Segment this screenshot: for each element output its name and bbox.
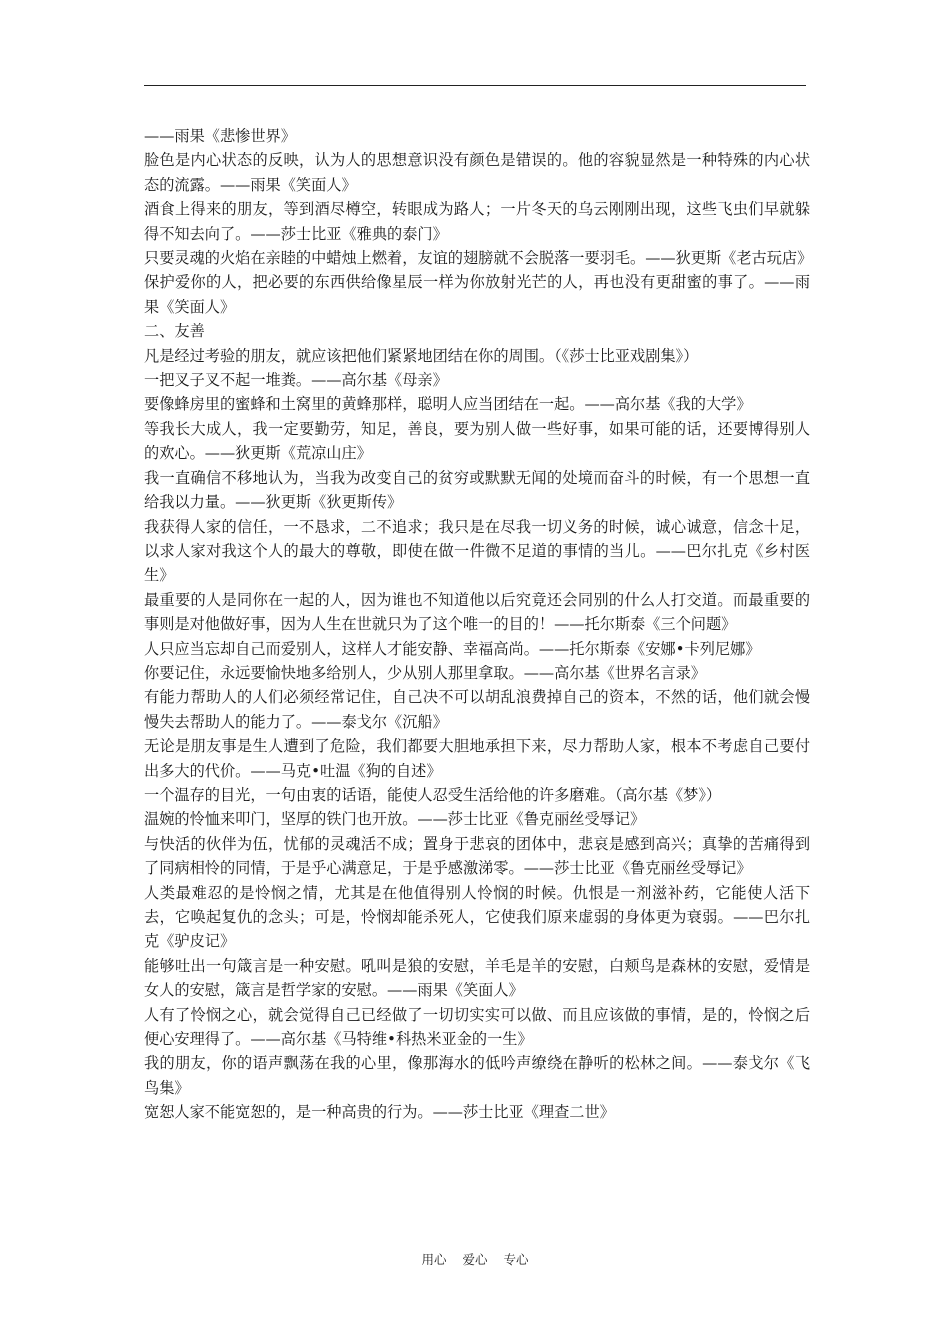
quote-paragraph: 只要灵魂的火焰在亲睦的中蜡烛上燃着，友谊的翅膀就不会脱落一要羽毛。——狄更斯《老古玩店》 xyxy=(144,249,813,268)
quote-paragraph: 要像蜂房里的蜜蜂和土窝里的黄蜂那样，聪明人应当团结在一起。——高尔基《我的大学》 xyxy=(144,395,752,414)
quote-paragraph: 人只应当忘却自己而爱别人，这样人才能安静、幸福高尚。——托尔斯泰《安娜•卡列尼娜》 xyxy=(144,639,761,658)
quote-paragraph: 人有了怜悯之心，就会觉得自己已经做了一切切实实可以做、而且应该做的事情，是的，怜悯之后便心安理得了。——高尔基《马特维•科热米亚金的一生》 xyxy=(144,1005,810,1049)
quote-paragraph: 能够吐出一句箴言是一种安慰。吼叫是狼的安慰，羊毛是羊的安慰，白颊鸟是森林的安慰，爱情是女人的安慰，箴言是哲学家的安慰。——雨果《笑面人》 xyxy=(144,956,810,1000)
quote-paragraph: 无论是朋友事是生人遭到了危险，我们都要大胆地承担下来，尽力帮助人家，根本不考虑自己要付出多大的代价。——马克•吐温《狗的自述》 xyxy=(144,737,810,780)
page-footer: 用心 爱心 专心 xyxy=(421,1252,529,1267)
quote-paragraph: 最重要的人是同你在一起的人，因为谁也不知道他以后究竟还会同别的什么人打交道。而最重要的事则是对他做好事，因为人生在世就只为了这个唯一的目的！——托尔斯泰《三个问题》 xyxy=(144,590,810,634)
quote-paragraph: 凡是经过考验的朋友，就应该把他们紧紧地团结在你的周围。（《莎士比亚戏剧集》） xyxy=(144,346,699,365)
quote-paragraph: 我一直确信不移地认为，当我为改变自己的贫穷或默默无闻的处境而奋斗的时候，有一个思想一直给我以力量。——狄更斯《狄更斯传》 xyxy=(144,468,810,512)
quote-paragraph: 温婉的怜恤来叩门，坚厚的铁门也开放。——莎士比亚《鲁克丽丝受辱记》 xyxy=(144,810,646,829)
document-body xyxy=(144,124,813,1125)
quote-paragraph: ——雨果《悲惨世界》 xyxy=(144,127,296,145)
quote-paragraph: 等我长大成人，我一定要勤劳，知足，善良，要为别人做一些好事，如果可能的话，还要博得别人的欢心。——狄更斯《荒凉山庄》 xyxy=(144,419,810,463)
quote-paragraph: 酒食上得来的朋友，等到酒尽樽空，转眼成为路人；一片冬天的乌云刚刚出现，这些飞虫们早就躲得不知去向了。——莎士比亚《雅典的泰门》 xyxy=(144,200,810,243)
quote-paragraph: 人类最难忍的是怜悯之情，尤其是在他值得别人怜悯的时候。仇恨是一剂滋补药，它能使人活下去，它唤起复仇的念头；可是，怜悯却能杀死人，它使我们原来虚弱的身体更为衰弱。——巴尔扎克《驴皮记》 xyxy=(144,883,810,951)
quote-paragraph: 有能力帮助人的人们必须经常记住，自己决不可以胡乱浪费掉自己的资本，不然的话，他们就会慢慢失去帮助人的能力了。——泰戈尔《沉船》 xyxy=(144,688,810,731)
section-heading: 二、友善 xyxy=(144,322,205,341)
quote-paragraph: 保护爱你的人，把必要的东西供给像星辰一样为你放射光芒的人，再也没有更甜蜜的事了。——雨果《笑面人》 xyxy=(144,273,810,316)
quote-paragraph: 我获得人家的信任，一不恳求，二不追求；我只是在尽我一切义务的时候，诚心诚意，信念十足，以求人家对我这个人的最大的尊敬，即使在做一件微不足道的事情的当儿。——巴尔扎克《乡村医生》 xyxy=(144,517,810,585)
header-rule xyxy=(144,85,806,86)
quote-paragraph: 宽恕人家不能宽恕的，是一种高贵的行为。——莎士比亚《理查二世》 xyxy=(144,1103,615,1122)
quote-paragraph: 你要记住，永远要愉快地多给别人，少从别人那里拿取。——高尔基《世界名言录》 xyxy=(144,663,706,682)
quote-paragraph: 一个温存的目光，一句由衷的话语，能使人忍受生活给他的许多磨难。（高尔基《梦》） xyxy=(144,785,722,804)
quote-paragraph: 脸色是内心状态的反映，认为人的思想意识没有颜色是错误的。他的容貌显然是一种特殊的内心状态的流露。——雨果《笑面人》 xyxy=(144,151,810,194)
quote-paragraph: 我的朋友，你的语声飘荡在我的心里，像那海水的低吟声缭绕在静听的松林之间。——泰戈尔《飞鸟集》 xyxy=(144,1054,810,1097)
quote-paragraph: 与快活的伙伴为伍，忧郁的灵魂活不成；置身于悲哀的团体中，悲哀是感到高兴；真挚的苦痛得到了同病相怜的同情，于是乎心满意足，于是乎感激涕零。——莎士比亚《鲁克丽丝受辱记》 xyxy=(144,834,810,878)
quote-paragraph: 一把叉子叉不起一堆粪。——高尔基《母亲》 xyxy=(144,371,448,390)
